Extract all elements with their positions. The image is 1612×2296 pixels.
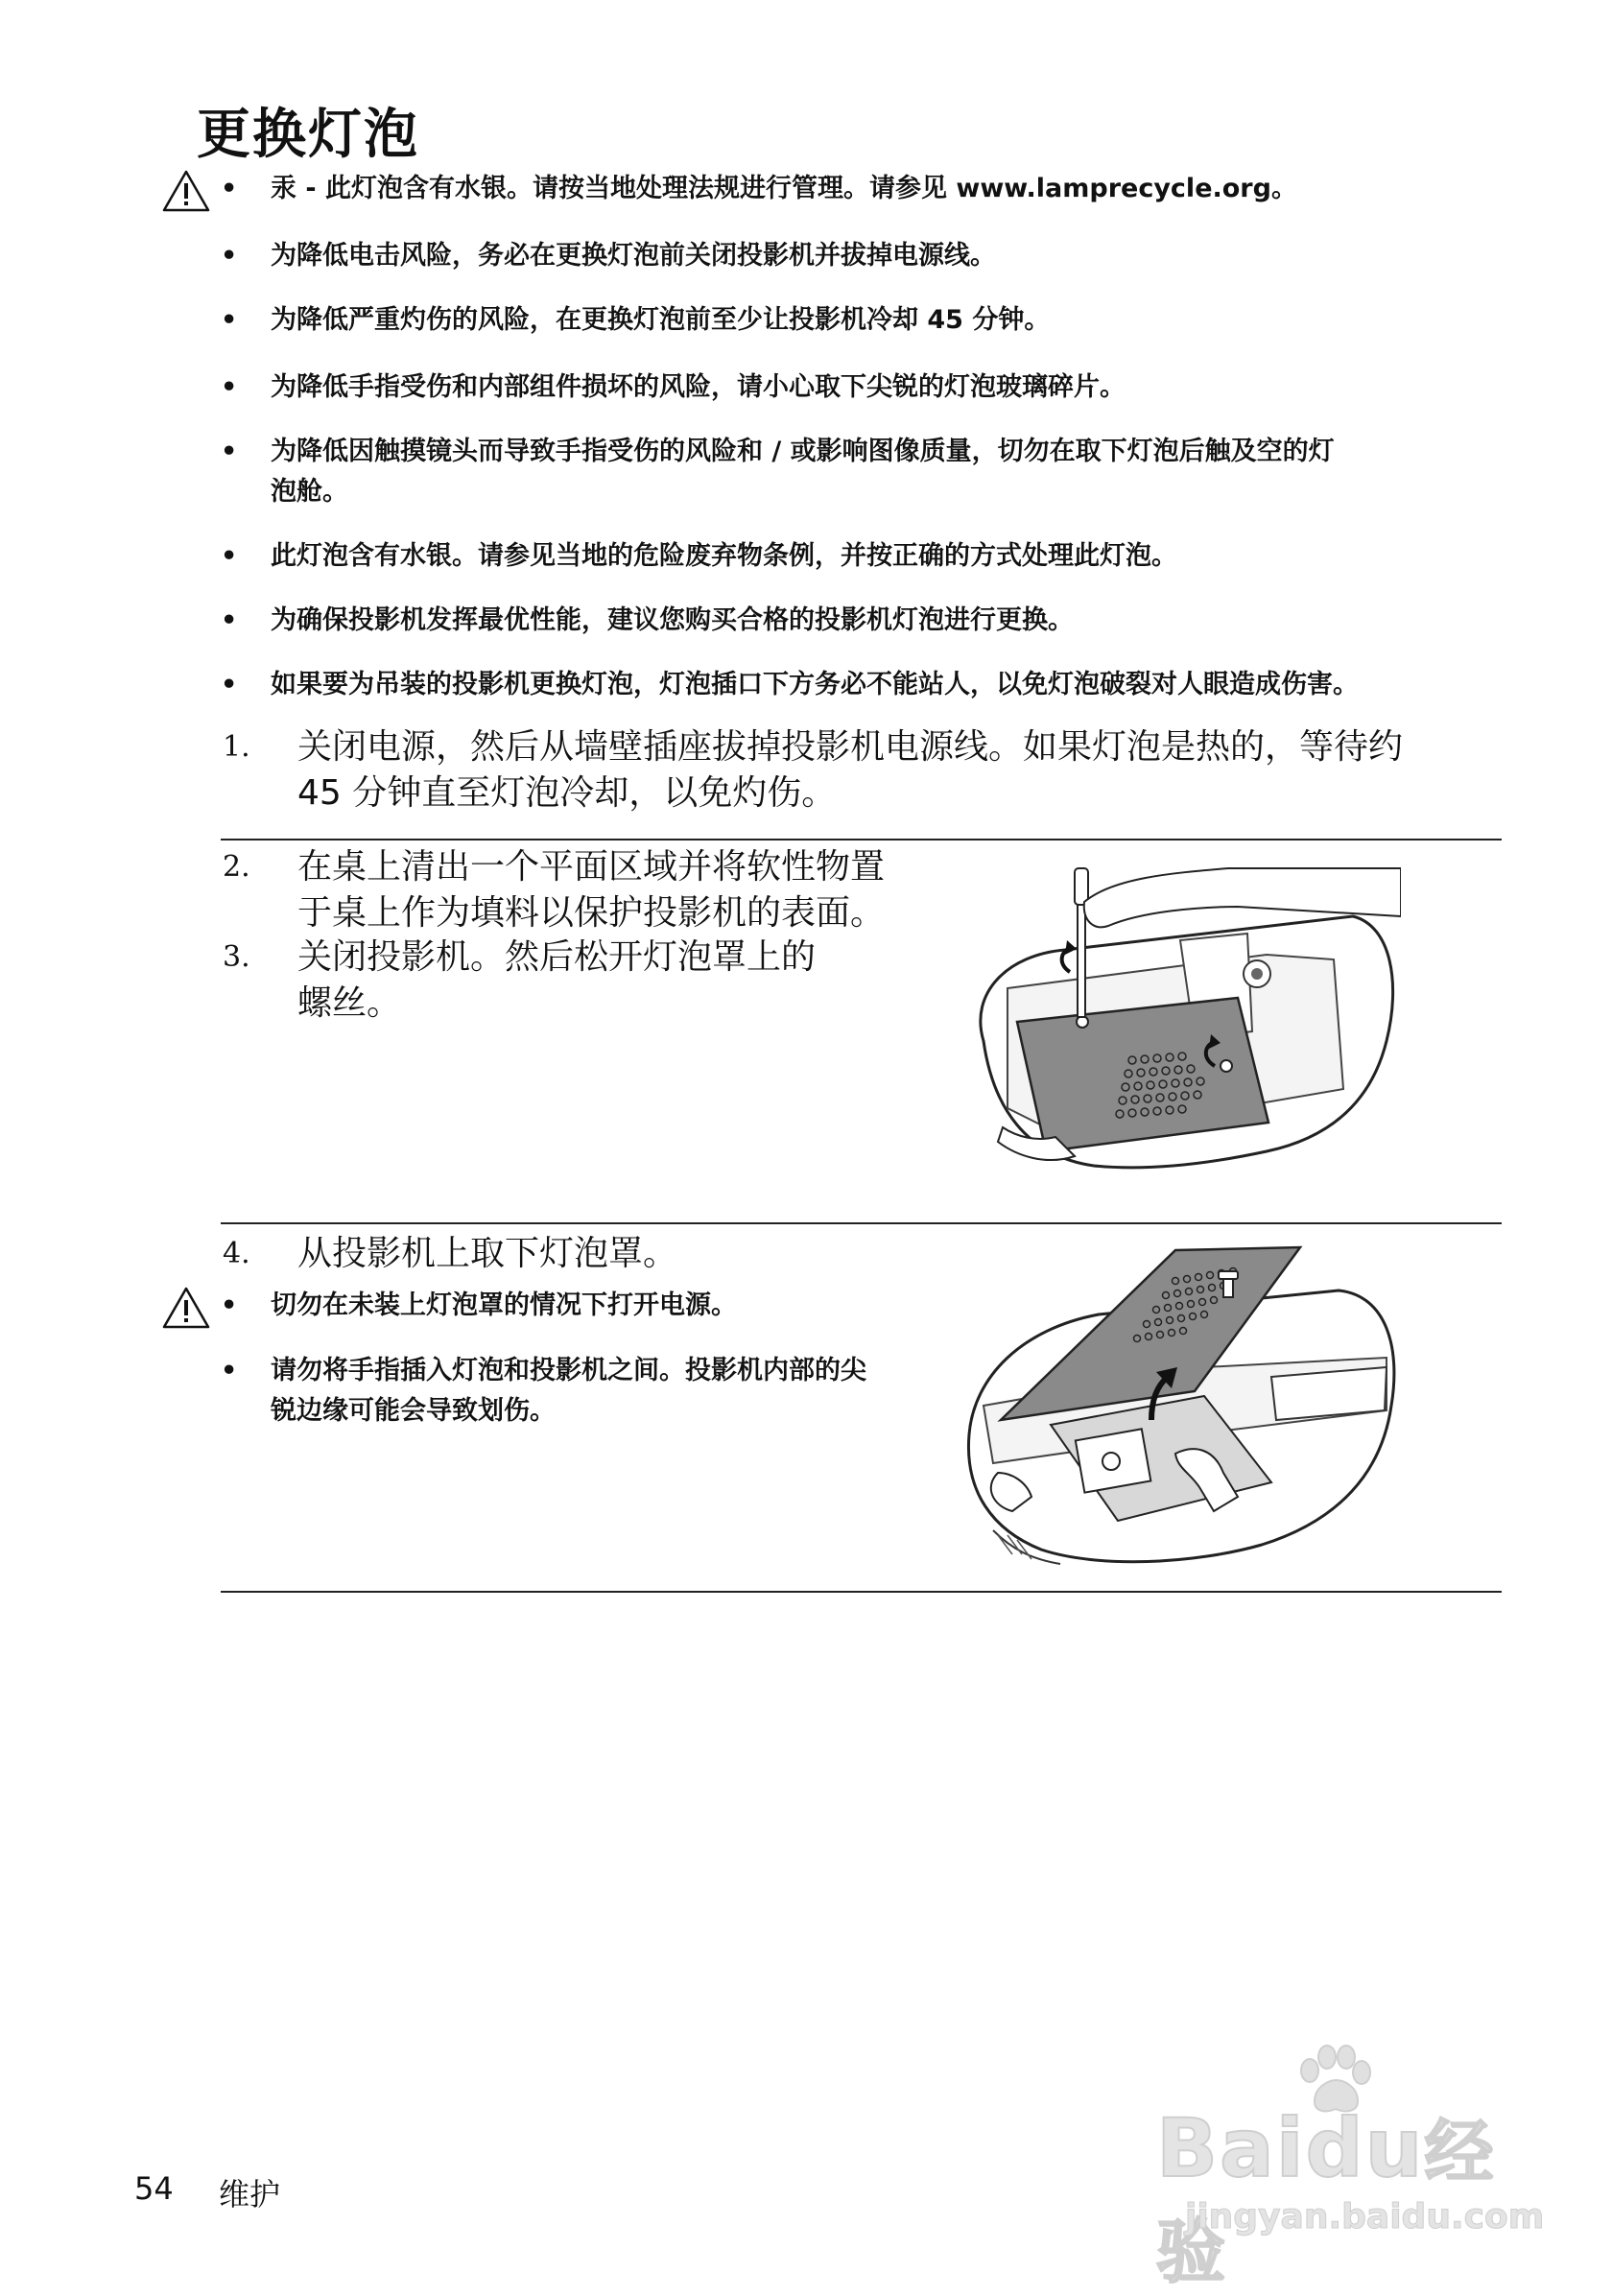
step-text-continued: 45 分钟直至灯泡冷却，以免灼伤。 — [297, 773, 837, 813]
warning-item-fingers — [221, 1351, 950, 1432]
step-text: 关闭投影机。然后松开灯泡罩上的 — [297, 937, 817, 977]
warning-text: 为降低严重灼伤的风险，在更换灯泡前至少让投影机冷却 45 分钟。 — [271, 305, 1051, 335]
bullet: • — [221, 605, 238, 635]
bullet: • — [221, 1356, 238, 1385]
warning-text: 切勿在未装上灯泡罩的情况下打开电源。 — [271, 1290, 737, 1320]
bullet: • — [221, 670, 238, 699]
step-number: 3. — [223, 940, 250, 974]
step-number: 1. — [223, 730, 250, 764]
warning-item-ceiling — [221, 665, 1564, 705]
warning-item-disposal — [221, 536, 1545, 577]
divider — [221, 1222, 1502, 1224]
bullet: • — [221, 372, 238, 402]
section-name: 维护 — [219, 2176, 281, 2213]
divider — [221, 839, 1502, 840]
warning-text-continued: 泡舱。 — [271, 477, 348, 507]
watermark-brand: Bai — [1156, 2101, 1306, 2195]
step-text: 在桌上清出一个平面区域并将软性物置 — [297, 847, 886, 887]
step-text: 关闭电源，然后从墙壁插座拔掉投影机电源线。如果灯泡是热的，等待约 — [297, 727, 1404, 767]
warning-text-continued: 锐边缘可能会导致划伤。 — [271, 1396, 556, 1426]
bullet: • — [221, 241, 238, 271]
bullet: • — [221, 541, 238, 571]
step-3 — [223, 935, 952, 1027]
warning-text: 为确保投影机发挥最优性能，建议您购买合格的投影机灯泡进行更换。 — [271, 605, 1074, 635]
warning-text: 为降低因触摸镜头而导致手指受伤的风险和 / 或影响图像质量，切勿在取下灯泡后触及空的灯 — [271, 437, 1335, 466]
bullet: • — [221, 437, 238, 466]
step-text-continued: 螺丝。 — [297, 983, 402, 1023]
bullet: • — [221, 1290, 238, 1320]
warning-item-glass — [221, 367, 1545, 408]
page-number: 54 — [134, 2170, 174, 2207]
warning-item-burn — [221, 300, 1545, 341]
page-title: 更换灯泡 — [197, 104, 419, 166]
warning-text: 为降低电击风险，务必在更换灯泡前关闭投影机并拔掉电源线。 — [271, 241, 996, 271]
step-1 — [223, 724, 1528, 817]
watermark-brand-2: du — [1305, 2101, 1425, 2195]
warning-item-mercury — [221, 169, 1545, 209]
warning-text: 请勿将手指插入灯泡和投影机之间。投影机内部的尖 — [271, 1356, 866, 1385]
step-number: 2. — [223, 850, 250, 884]
warning-text: 汞 - 此灯泡含有水银。请按当地处理法规进行管理。请参见 www.lamprecycle.org。 — [271, 174, 1297, 203]
baidu-watermark — [1147, 2044, 1550, 2292]
warning-item-power-without-cover — [221, 1286, 950, 1326]
step-text: 从投影机上取下灯泡罩。 — [297, 1234, 678, 1273]
warning-text: 此灯泡含有水银。请参见当地的危险废弃物条例，并按正确的方式处理此灯泡。 — [271, 541, 1177, 571]
step-number: 4. — [223, 1237, 250, 1270]
warning-item-lens — [221, 432, 1545, 512]
warning-text: 为降低手指受伤和内部组件损坏的风险，请小心取下尖锐的灯泡玻璃碎片。 — [271, 372, 1126, 402]
step-4 — [223, 1231, 952, 1277]
bullet: • — [221, 174, 238, 203]
warning-icon — [161, 1286, 211, 1330]
warning-item-qualified-lamp — [221, 601, 1545, 641]
warning-icon — [161, 169, 211, 213]
watermark-url: jingyan.baidu.com — [1185, 2197, 1545, 2237]
divider — [221, 1591, 1502, 1593]
lamp-cover-screws-illustration — [950, 849, 1401, 1209]
warning-item-shock — [221, 236, 1545, 276]
step-text-continued: 于桌上作为填料以保护投影机的表面。 — [297, 893, 886, 933]
warning-text: 如果要为吊装的投影机更换灯泡，灯泡插口下方务必不能站人，以免灯泡破裂对人眼造成伤害。 — [271, 670, 1359, 699]
remove-lamp-cover-illustration — [955, 1243, 1406, 1574]
watermark-cn: 经验 — [1156, 2112, 1496, 2292]
step-2 — [223, 844, 952, 936]
bullet: • — [221, 305, 238, 335]
